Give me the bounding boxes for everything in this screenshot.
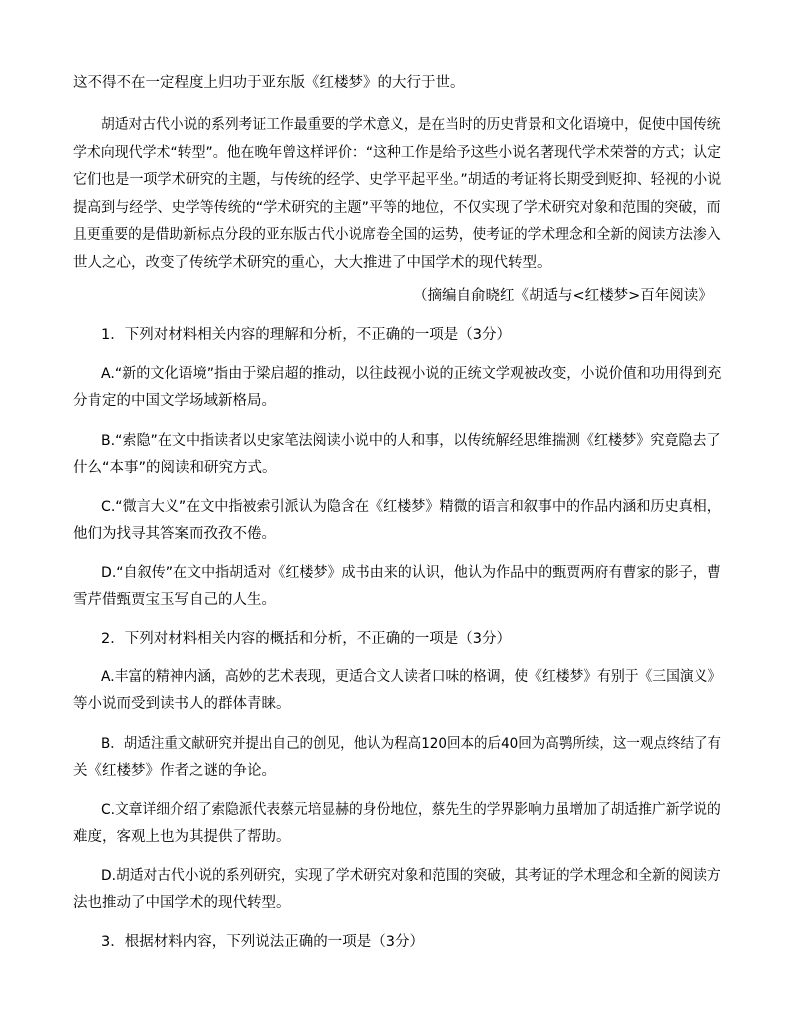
paragraph-line: 且更重要的是借助新标点分段的亚东版古代小说席卷全国的运势，使考证的学术理念和全新的阅读方法渗入 (73, 227, 721, 243)
paragraph-line: 世人之心，改变了传统学术研究的重心，大大推进了中国学术的现代转型。 (73, 255, 552, 271)
option-line: 雪芹借甄贾宝玉写自己的人生。 (73, 592, 276, 608)
option-line: C.“微言大义”在文中指被索引派认为隐含在《红楼梦》精微的语言和叙事中的作品内涵和历史真相， (101, 499, 721, 515)
option-line: B.“索隐”在文中指读者以史家笔法阅读小说中的人和事，以传统解经思维揣测《红楼梦》究竟隐去了 (101, 433, 721, 449)
question-3-title: 3．根据材料内容，下列说法正确的一项是（3分） (101, 934, 424, 950)
option-line: 他们为找寻其答案而孜孜不倦。 (73, 526, 276, 542)
option-line: 法也推动了中国学术的现代转型。 (73, 895, 291, 911)
question-2-title: 2．下列对材料相关内容的概括和分析，不正确的一项是（3分） (101, 631, 511, 647)
option-line: D.胡适对古代小说的系列研究，实现了学术研究对象和范围的突破，其考证的学术理念和全新的阅读方 (101, 868, 721, 884)
question-1-title: 1．下列对材料相关内容的理解和分析，不正确的一项是（3分） (101, 327, 511, 343)
option-line: C.文章详细介绍了索隐派代表蔡元培显赫的身份地位，蔡先生的学界影响力虽增加了胡适推广新学说的 (101, 802, 721, 818)
option-line: 等小说而受到读书人的群体青睐。 (73, 696, 291, 712)
option-line: A.丰富的精神内涵，高妙的艺术表现，更适合文人读者口味的格调，使《红楼梦》有别于《三国演义》 (101, 669, 722, 685)
paragraph-line: 它们也是一项学术研究的主题，与传统的经学、史学平起平坐。”胡适的考证将长期受到贬抑、轻视的小说 (73, 172, 722, 188)
paragraph-line: 学术向现代学术“转型”。他在晚年曾这样评价：“这种工作是给予这些小说名著现代学术荣誉的方式；认定 (73, 145, 722, 161)
source-citation: （摘编自俞晓红《胡适与<红楼梦>百年阅读》 (413, 288, 713, 304)
option-line: A.“新的文化语境”指由于梁启超的推动，以往歧视小说的正统文学观被改变，小说价值和功用得到充 (101, 366, 722, 382)
option-line: 分肯定的中国文学场域新格局。 (73, 393, 276, 409)
option-line: 关《红楼梦》作者之谜的争论。 (73, 763, 276, 779)
option-line: B．胡适注重文献研究并提出自己的创见，他认为程高120回本的后40回为高鹗所续，这一观点终结了有 (101, 736, 722, 752)
option-line: 难度，客观上也为其提供了帮助。 (73, 829, 291, 845)
option-line: 什么“本事”的阅读和研究方式。 (73, 460, 277, 476)
option-line: D.“自叙传”在文中指胡适对《红楼梦》成书由来的认识，他认为作品中的甄贾两府有曹家的影子，曹 (101, 565, 721, 581)
paragraph-line: 胡适对古代小说的系列考证工作最重要的学术意义，是在当时的历史背景和文化语境中，促使中国传统 (101, 117, 721, 133)
paragraph-line: 提高到与经学、史学等传统的“学术研究的主题”平等的地位，不仅实现了学术研究对象和范围的突破，而 (73, 200, 721, 216)
paragraph-line-continuation: 这不得不在一定程度上归功于亚东版《红楼梦》的大行于世。 (73, 75, 465, 91)
